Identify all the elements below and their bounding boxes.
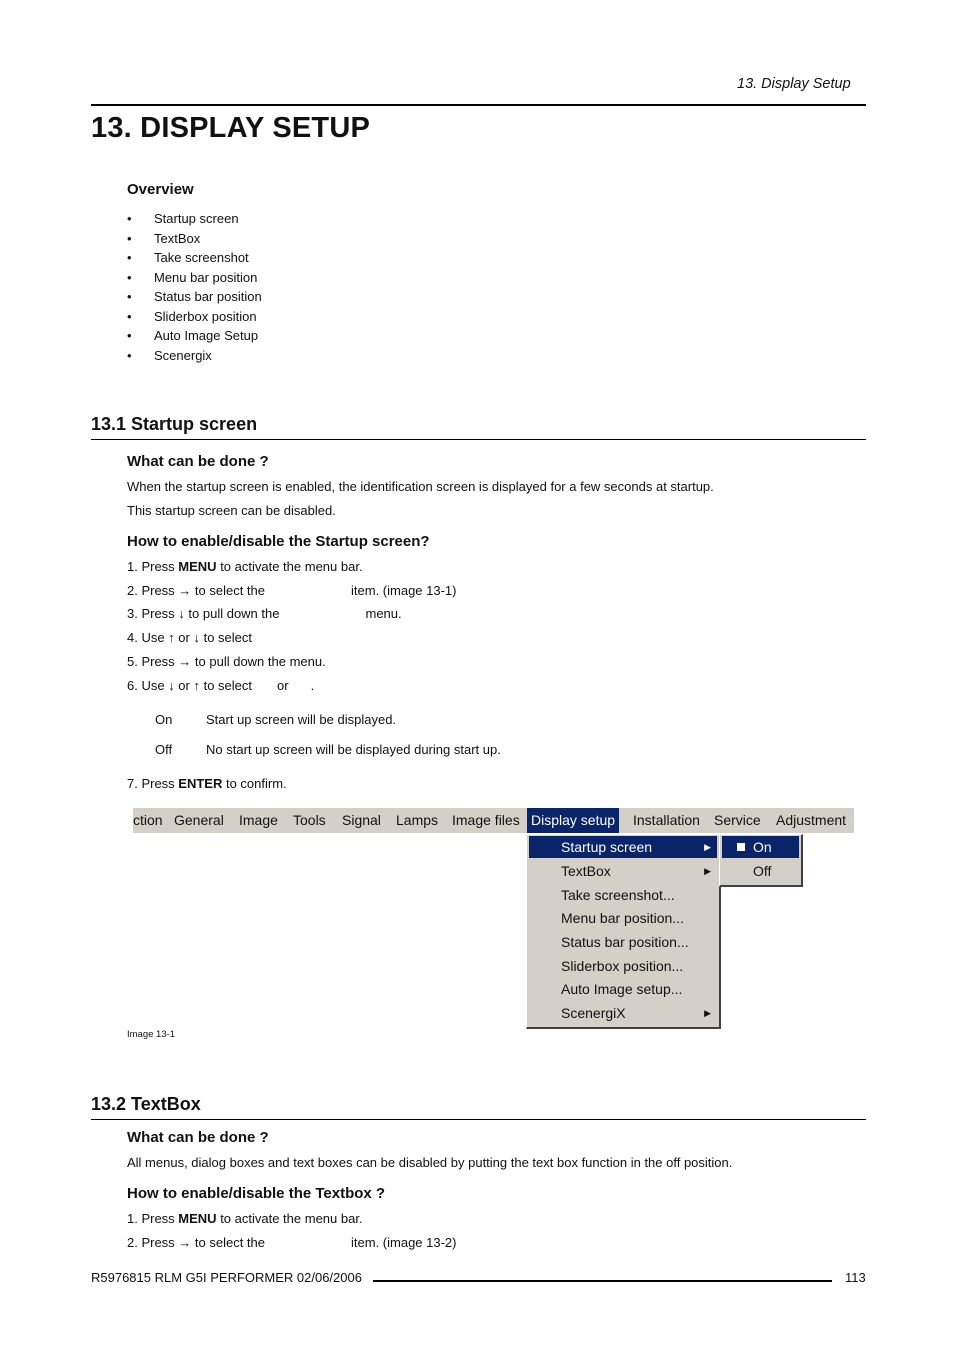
step-3: 3. Press ↓ to pull down the menu.: [127, 606, 402, 621]
dropdown-item-status-bar-position[interactable]: Status bar position...: [561, 934, 689, 950]
footer-document-id: R5976815 RLM G5I PERFORMER 02/06/2006: [91, 1270, 362, 1285]
running-head: 13. Display Setup: [737, 76, 851, 92]
submenu-arrow-icon: ▶: [704, 866, 711, 876]
option-key-on: On: [155, 712, 173, 727]
selected-marker-icon: [737, 843, 745, 851]
dropdown-item-startup-screen[interactable]: Startup screen ▶: [529, 836, 717, 858]
menu-item-signal[interactable]: Signal: [342, 812, 381, 828]
step-1: 1. Press MENU to activate the menu bar.: [127, 559, 363, 574]
menu-item-general[interactable]: General: [174, 812, 224, 828]
menu-item-service[interactable]: Service: [714, 812, 761, 828]
submenu-arrow-icon: ▶: [704, 842, 711, 852]
header-rule: [91, 104, 866, 106]
option-desc-off: No start up screen will be displayed during start up.: [206, 742, 501, 757]
paragraph: When the startup screen is enabled, the identification screen is displayed for a few seconds at startup.: [127, 479, 714, 494]
bullet-icon: •: [127, 211, 132, 226]
submenu-arrow-icon: ▶: [704, 1008, 711, 1018]
paragraph: All menus, dialog boxes and text boxes can be disabled by putting the text box function in the off position.: [127, 1155, 733, 1170]
step-2: 2. Press → to select the item. (image 13-2): [127, 1235, 457, 1250]
menu-bar: [133, 808, 854, 833]
list-item: • Take screenshot: [127, 248, 262, 268]
chapter-title: 13. DISPLAY SETUP: [91, 112, 371, 144]
bullet-icon: •: [127, 230, 132, 246]
step-2: 2. Press → to select the item. (image 13-1): [127, 583, 457, 598]
bullet-icon: •: [127, 289, 132, 304]
bullet-icon: •: [127, 328, 132, 343]
what-can-be-done-heading: What can be done ?: [127, 453, 269, 470]
menu-item-lamps[interactable]: Lamps: [396, 812, 439, 828]
list-item: • Menu bar position: [127, 268, 262, 288]
section-title-textbox: 13.2 TextBox: [91, 1094, 201, 1114]
dropdown-item-auto-image-setup[interactable]: Auto Image setup...: [561, 981, 683, 997]
what-can-be-done-heading: What can be done ?: [127, 1129, 269, 1146]
overview-list: [127, 209, 262, 365]
how-to-heading: How to enable/disable the Textbox ?: [127, 1185, 386, 1202]
dropdown-item-take-screenshot[interactable]: Take screenshot...: [561, 887, 675, 903]
menu-item-installation[interactable]: Installation: [633, 812, 700, 828]
option-key-off: Off: [155, 742, 173, 757]
dropdown-item-sliderbox-position[interactable]: Sliderbox position...: [561, 958, 684, 974]
menu-item-tools[interactable]: Tools: [293, 812, 326, 828]
overview-heading: Overview: [127, 181, 194, 198]
section-rule: [91, 1119, 866, 1120]
list-item: • Status bar position: [127, 287, 262, 307]
submenu-item-on[interactable]: On: [722, 836, 799, 858]
footer-rule: [373, 1280, 832, 1282]
bullet-icon: •: [127, 250, 132, 265]
list-item: • Auto Image Setup: [127, 326, 262, 346]
bullet-icon: •: [127, 347, 132, 363]
dropdown-item-scenergix[interactable]: ScenergiX ▶: [529, 1002, 717, 1024]
submenu-item-off[interactable]: Off: [753, 863, 772, 879]
list-item: • Scenergix: [127, 346, 262, 366]
section-rule: [91, 439, 866, 440]
paragraph: This startup screen can be disabled.: [127, 503, 336, 518]
step-4: 4. Use ↑ or ↓ to select: [127, 630, 252, 645]
list-item: • TextBox: [127, 229, 262, 249]
dropdown-item-menu-bar-position[interactable]: Menu bar position...: [561, 910, 684, 926]
list-item: • Sliderbox position: [127, 307, 262, 327]
dropdown-item-textbox[interactable]: TextBox ▶: [529, 860, 717, 882]
option-desc-on: Start up screen will be displayed.: [206, 712, 397, 727]
menu-item-image-files[interactable]: Image files: [452, 812, 520, 828]
menu-item-image[interactable]: Image: [239, 812, 278, 828]
menu-item-adjustment[interactable]: Adjustment: [776, 812, 847, 828]
step-7: 7. Press ENTER to confirm.: [127, 776, 287, 791]
section-title-startup-screen: 13.1 Startup screen: [91, 414, 258, 434]
list-item: • Startup screen: [127, 209, 262, 229]
image-caption: Image 13-1: [127, 1029, 176, 1040]
how-to-heading: How to enable/disable the Startup screen?: [127, 533, 430, 550]
page-number: 113: [845, 1270, 866, 1285]
menu-item-function[interactable]: ction: [133, 812, 163, 828]
menu-item-display-setup[interactable]: Display setup: [527, 808, 619, 833]
step-1: 1. Press MENU to activate the menu bar.: [127, 1211, 363, 1226]
step-6: 6. Use ↓ or ↑ to select or .: [127, 678, 315, 693]
bullet-icon: •: [127, 308, 132, 324]
display-setup-dropdown: [526, 834, 721, 1029]
step-5: 5. Press → to pull down the menu.: [127, 654, 326, 669]
bullet-icon: •: [127, 269, 132, 285]
startup-screen-submenu: [719, 834, 803, 887]
